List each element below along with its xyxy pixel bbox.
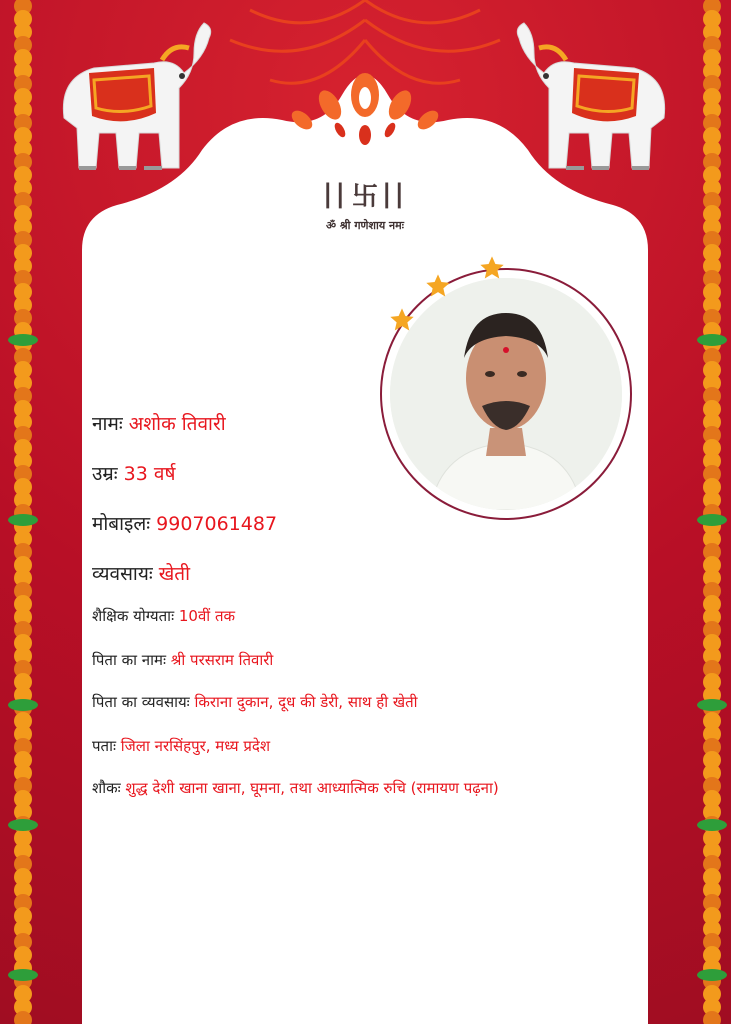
detail-label: शैक्षिक योग्यताः [92, 607, 175, 625]
detail-label: पताः [92, 737, 116, 755]
leaf-accent [8, 514, 38, 526]
swastika-icon: 卐 [351, 181, 378, 212]
detail-value: खेती [158, 563, 191, 585]
detail-row-father-name [92, 650, 273, 670]
left-marigold-garland [8, 0, 38, 1024]
detail-label: पिता का नामः [92, 651, 166, 669]
detail-value: श्री परसराम तिवारी [170, 651, 274, 669]
detail-row-age [92, 460, 175, 486]
star-icon [478, 254, 506, 282]
detail-label: व्यवसायः [92, 563, 153, 585]
detail-row-address [92, 736, 270, 756]
leaf-accent [697, 514, 727, 526]
leaf-accent [8, 819, 38, 831]
elephant-left-icon [44, 18, 214, 188]
leaf-accent [697, 334, 727, 346]
detail-value: जिला नरसिंहपुर, मध्य प्रदेश [120, 737, 271, 755]
star-icon [388, 306, 416, 334]
detail-row-father-occupation [92, 692, 418, 712]
profile-photo-frame [380, 262, 636, 520]
profile-photo [390, 278, 622, 510]
leaf-accent [697, 819, 727, 831]
detail-label: नामः [92, 413, 123, 435]
right-marigold-garland [697, 0, 727, 1024]
detail-value: किराना दुकान, दूध की डेरी, साथ ही खेती [194, 693, 418, 711]
detail-label: उम्रः [92, 463, 118, 485]
detail-label: शौकः [92, 779, 121, 797]
leaf-accent [8, 969, 38, 981]
leaf-accent [697, 969, 727, 981]
mandala-ornament [190, 0, 540, 150]
detail-label: पिता का व्यवसायः [92, 693, 190, 711]
heading-bars-right: || [382, 179, 407, 209]
heading-bars-left: || [322, 179, 348, 209]
detail-value: 10वीं तक [178, 607, 236, 625]
detail-value: अशोक तिवारी [128, 413, 226, 435]
detail-row-education [92, 606, 235, 626]
elephant-right-icon [514, 18, 684, 188]
detail-value: 9907061487 [156, 513, 278, 535]
leaf-accent [697, 699, 727, 711]
swastika-heading [290, 175, 440, 213]
detail-value: शुद्ध देशी खाना खाना, घूमना, तथा आध्यात्मिक रुचि (रामायण पढ़ना) [125, 779, 499, 797]
ganesh-mantra: ॐ श्री गणेशाय नमः [326, 219, 404, 232]
detail-row-name [92, 410, 226, 436]
star-icon [424, 272, 452, 300]
detail-label: मोबाइलः [92, 513, 151, 535]
leaf-accent [8, 334, 38, 346]
detail-row-occupation [92, 560, 190, 586]
detail-row-mobile [92, 510, 277, 536]
detail-value: 33 वर्ष [123, 463, 176, 485]
detail-row-hobbies [92, 778, 499, 798]
leaf-accent [8, 699, 38, 711]
